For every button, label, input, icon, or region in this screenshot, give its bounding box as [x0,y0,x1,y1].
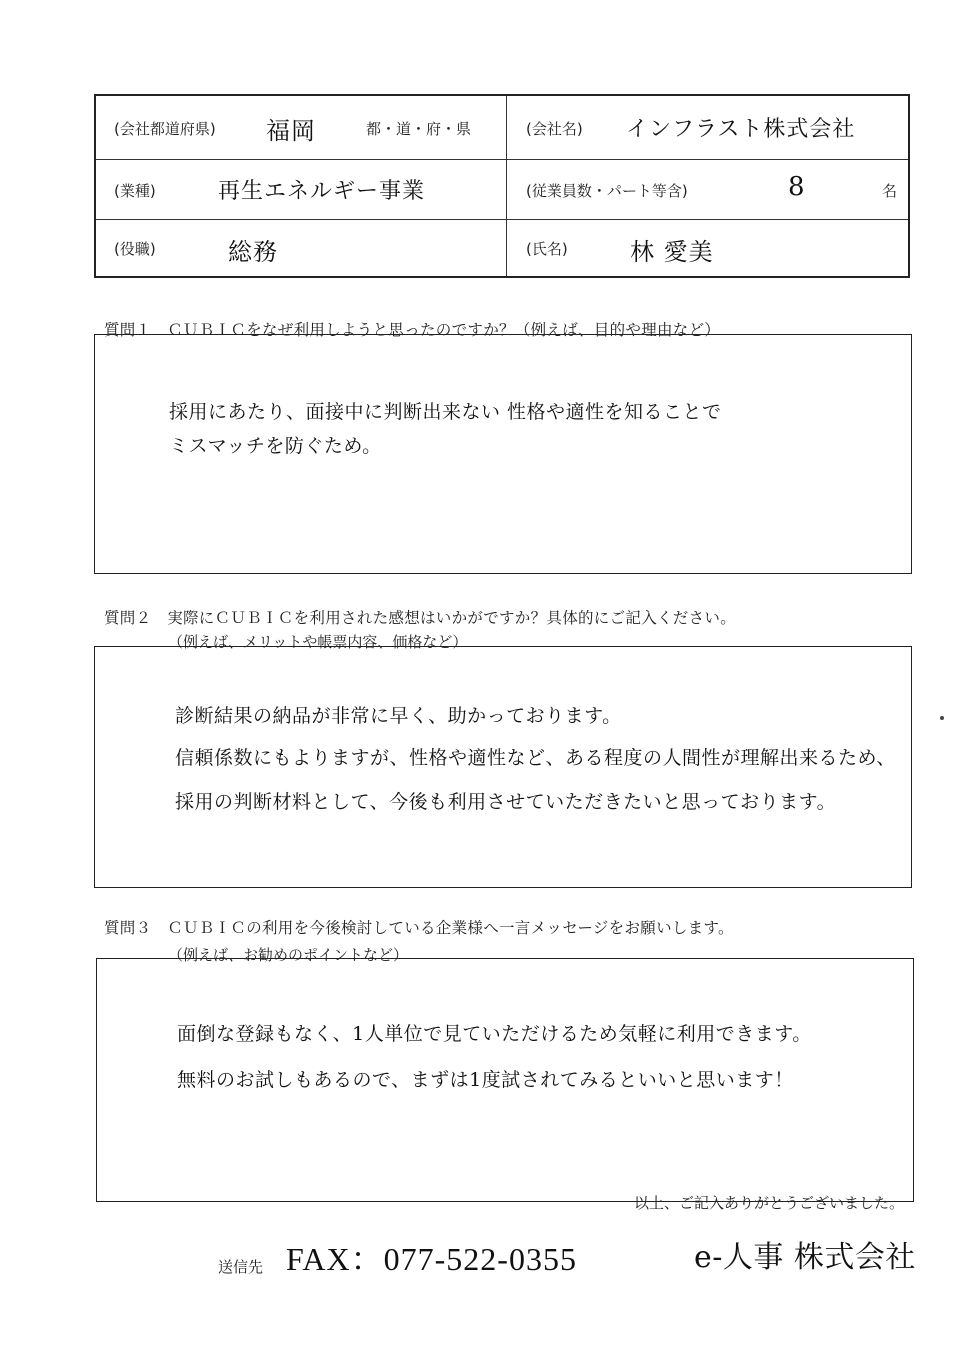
question-1-answer-line-1: 採用にあたり、面接中に判断出来ない 性格や適性を知ることで [169,401,722,423]
name-label: (氏名) [526,240,568,258]
question-3-answer-box [96,958,914,1202]
question-2-title: 質問２ 実際にＣＵＢＩＣを利用された感想はいかがですか？具体的にご記入ください。 [104,609,737,627]
question-2-answer-line-3: 採用の判断材料として、今後も利用させていただきたいと思っております。 [175,791,837,813]
position-value: 総務 [228,238,278,266]
employees-unit: 名 [882,182,898,200]
employees-value: 8 [788,172,806,202]
question-2-answer-line-1: 診断結果の納品が非常に早く、助かっております。 [175,705,622,727]
info-row-prefecture-company [96,96,908,160]
employees-label: (従業員数・パート等含) [526,182,688,200]
question-3-answer-line-2: 無料のお試しもあるので、まずは1度試されてみるといいと思います！ [177,1069,794,1091]
fax-number: FAX：077-522-0355 [286,1241,577,1277]
question-2-answer-line-2: 信頼係数にもよりますが、性格や適性など、ある程度の人間性が理解出来るため、 [175,747,896,769]
recipient-company: e-人事 株式会社 [694,1240,916,1275]
prefecture-suffix: 都・道・府・県 [366,120,472,138]
company-value: インフラスト株式会社 [626,117,856,142]
name-value: 林 愛美 [630,238,714,266]
industry-value: 再生エネルギー事業 [218,179,426,204]
stray-mark [940,716,944,720]
question-3-answer-line-1: 面倒な登録もなく、1人単位で見ていただけるため気軽に利用できます。 [177,1023,812,1045]
question-1-answer-line-2: ミスマッチを防ぐため。 [169,435,382,457]
prefecture-label: (会社都道府県) [114,120,216,138]
question-2-answer-box [94,646,912,888]
question-1-answer-box [94,334,912,574]
question-3-example: （例えば、お勧めのポイントなど） [168,946,409,964]
prefecture-value: 福岡 [266,117,316,145]
question-3-title: 質問３ ＣＵＢＩＣの利用を今後検討している企業様へ一言メッセージをお願いします。 [104,919,734,937]
send-to-label: 送信先 [218,1258,264,1276]
company-info-table [94,94,910,278]
question-2-example: （例えば、メリットや帳票内容、価格など） [168,633,468,651]
company-label: (会社名) [526,120,583,138]
question-1-title: 質問１ ＣＵＢＩＣをなぜ利用しようと思ったのですか？（例えば、目的や理由など） [104,321,721,339]
closing-thanks: 以上、ご記入ありがとうございました。 [633,1194,904,1212]
position-label: (役職) [114,240,156,258]
info-row-position-name [96,220,908,276]
industry-label: (業種) [114,182,156,200]
info-row-industry-employees [96,160,908,220]
